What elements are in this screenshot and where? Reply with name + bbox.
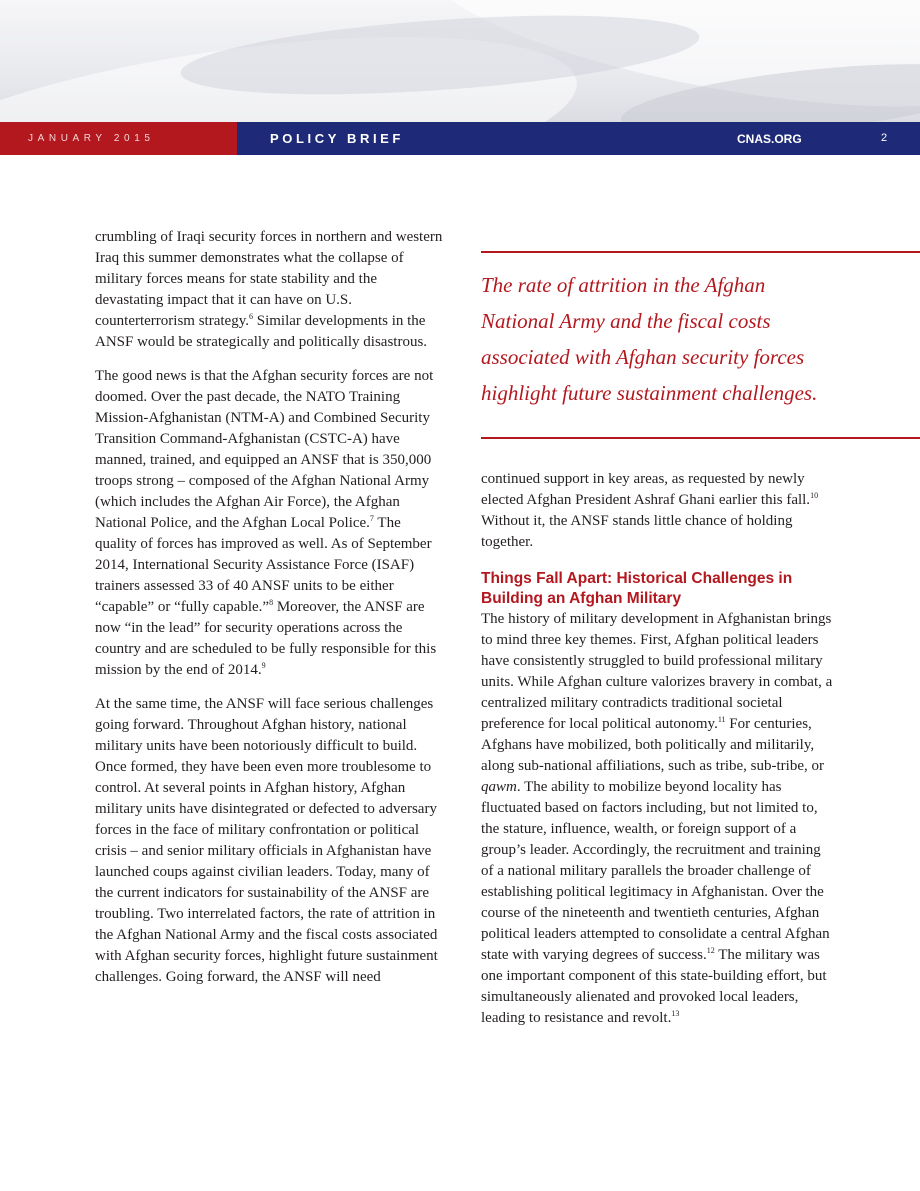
footnote-ref[interactable]: 11 [717,715,726,724]
issue-date: JANUARY 2015 [28,133,155,144]
footnote-ref[interactable]: 13 [671,1009,680,1018]
footnote-ref[interactable]: 10 [810,491,819,500]
footnote-ref[interactable]: 9 [261,661,266,670]
paragraph: The history of military development in Afghanistan brings to mind three key themes. First, Afghan political leaders have consistently struggled to build professional military units. While Afghan culture valorizes bravery in combat, a centralized military contradicts traditional societal preference for local political autonomy.$^{11}$ For centuries, Afghans have mobilized, both politically and militarily, along sub-national affiliations, such as tribe, sub-tribe, or qawm. The ability to mobilize beyond locality has fluctuated based on factors including, but not limited to, the stature, influence, wealth, or foreign support of a group’s leader. Accordingly, the recruitment and training of a national military parallels the broader challenge of establishing political legitimacy in Afghanistan. Over the course of the nineteenth and twentieth centuries, Afghan political leaders attempted to consolidate a central Afghan state with varying degrees of success.$^{12}$ The military was one important component of this state-building effort, but simultaneously alienated and provoked local leaders, leading to resistance and revolt.$^{13}$ [481,611,833,1026]
footnote-ref[interactable]: 7 [369,514,374,523]
paragraph: The good news is that the Afghan security forces are not doomed. Over the past decade, the NATO Training Mission-Afghanistan (NTM-A) and Combined Security Transition Command-Afghanistan (CSTC-A) have manned, trained, and equipped an ANSF that is 350,000 troops strong – composed of the Afghan National Army (which includes the Afghan Air Force), the Afghan National Police, and the Afghan Local Police.$^7$ The quality of forces has improved as well. As of September 2014, International Security Assistance Force (ISAF) trainers assessed 33 of 40 ANSF units to be either “capable” or “fully capable.”$^8$ Moreover, the ANSF are now “in the lead” for security operations across the country and are scheduled to be fully responsible for this mission by the end of 2014.$^9$ [95,368,437,678]
header-bar [0,122,920,155]
right-column [481,469,833,1042]
pull-quote-text: The rate of attrition in the Afghan National Army and the fiscal costs associated with Afghan security forces highlight future sustainment challenges. [481,273,818,405]
header-date-block [0,122,237,155]
paragraph: crumbling of Iraqi security forces in northern and western Iraq this summer demonstrates what the collapse of military forces means for state stability and the devastating impact that it can have on U.S. counterterrorism strategy.$^6$ Similar developments in the ANSF would be strategically and politically disastrous. [95,229,443,350]
emphasized-term: qawm [481,779,517,795]
pull-quote [481,251,920,439]
paragraph: At the same time, the ANSF will face serious challenges going forward. Throughout Afghan history, national military units have been notoriously difficult to build. Once formed, they have been even more troublesome to control. At several points in Afghan history, Afghan military units have disintegrated or defected to adversary forces in the face of military confrontation or political crisis – and senior military officials in Afghanistan have launched coups against civilian leaders. Today, many of the current indicators for sustainability of the ANSF are troubling. Two interrelated factors, the rate of attrition in the Afghan National Army and the fiscal costs associated with Afghan security forces, highlight future sustainment challenges. Going forward, the ANSF will need [95,696,438,985]
paragraph: continued support in key areas, as requested by newly elected Afghan President Ashraf Ghani earlier this fall.$^{10}$ Without it, the ANSF stands little chance of holding together. [481,471,819,550]
section-heading: Things Fall Apart: Historical Challenges in Building an Afghan Military [481,570,793,607]
header-artwork [0,0,920,122]
footnote-ref[interactable]: 8 [269,598,274,607]
site-link[interactable]: CNAS.ORG [737,132,802,146]
publication-title: POLICY BRIEF [270,131,404,146]
header-title-block [237,122,920,155]
left-column [95,227,443,1001]
footnote-ref[interactable]: 12 [706,946,715,955]
page-number: 2 [881,132,888,144]
footnote-ref[interactable]: 6 [248,312,253,321]
